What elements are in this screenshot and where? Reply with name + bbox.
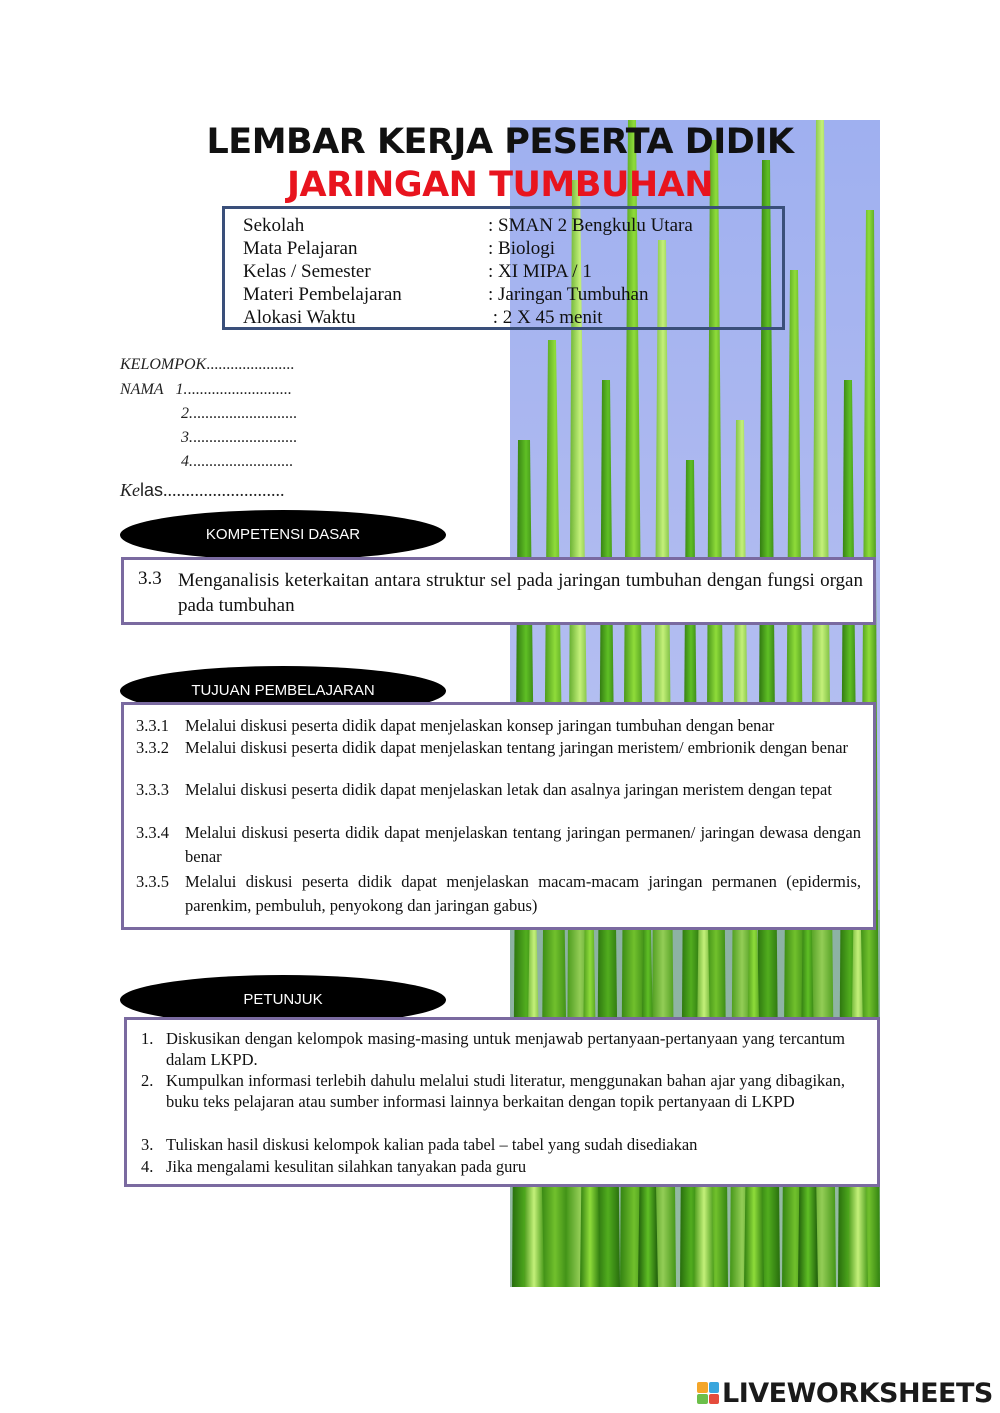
liveworksheets-logo-text: LIVEWORKSHEETS: [722, 1377, 993, 1409]
school-info-box: [222, 206, 785, 330]
petunjuk-text: Kumpulkan informasi terlebih dahulu melalui studi literatur, menggunakan bahan ajar yang dibagikan, buku teks pelajaran atau sumber informasi lainnya berkaitan dengan topik pertanyaan di LKPD: [166, 1071, 845, 1111]
member-dots: ..........................: [193, 405, 297, 422]
tujuan-heading: TUJUAN PEMBELAJARAN: [120, 666, 446, 716]
info-label: Alokasi Waktu: [243, 307, 356, 328]
tujuan-number: 3.3.3: [136, 780, 169, 799]
petunjuk-item: [141, 1028, 845, 1070]
kelompok-field[interactable]: [120, 356, 294, 374]
kelas-label-prefix: Ke: [120, 480, 140, 500]
info-value: : Biologi: [488, 238, 556, 259]
petunjuk-box: [124, 1017, 880, 1187]
petunjuk-text: Diskusikan dengan kelompok masing-masing untuk menjawab pertanyaan-pertanyaan yang tercantum dalam LKPD.: [166, 1029, 845, 1069]
logo-square: [709, 1382, 720, 1393]
tujuan-box: [121, 702, 876, 930]
kelompok-dots: ......................: [206, 356, 295, 373]
info-row-materi: [243, 283, 648, 306]
member-dots: ..........................: [187, 381, 292, 398]
info-row-alokasi: [243, 306, 603, 329]
info-row-mapel: [243, 237, 555, 260]
info-value: : SMAN 2 Bengkulu Utara: [488, 215, 693, 236]
kompetensi-heading: KOMPETENSI DASAR: [120, 510, 446, 560]
member-number: 3.: [181, 429, 193, 446]
tujuan-text: Melalui diskusi peserta didik dapat menjelaskan tentang jaringan meristem/ embrionik dengan benar: [185, 738, 849, 757]
petunjuk-item: [141, 1070, 845, 1112]
info-value: : 2 X 45 menit: [488, 307, 603, 328]
tujuan-number: 3.3.5: [136, 872, 169, 891]
tujuan-text: Melalui diskusi peserta didik dapat menjelaskan macam-macam jaringan permanen (epidermis, parenkim, pembuluh, penyokong dan jaringan gabus): [185, 872, 861, 915]
member-number: 2.: [181, 405, 193, 422]
worksheet-subtitle: JARINGAN TUMBUHAN: [286, 165, 714, 205]
tujuan-text: Melalui diskusi peserta didik dapat menjelaskan konsep jaringan tumbuhan dengan benar: [185, 716, 775, 735]
tujuan-text: Melalui diskusi peserta didik dapat menjelaskan letak dan asalnya jaringan meristem dengan tepat: [185, 780, 832, 799]
info-label: Mata Pelajaran: [243, 238, 358, 259]
liveworksheets-logo-icon: [697, 1382, 719, 1404]
info-value: : Jaringan Tumbuhan: [488, 284, 649, 305]
petunjuk-heading: PETUNJUK: [120, 975, 446, 1025]
member-number: 1.: [175, 381, 188, 398]
info-label: Sekolah: [243, 215, 305, 236]
kompetensi-text: Menganalisis keterkaitan antara struktur sel pada jaringan tumbuhan dengan fungsi organ pada tumbuhan: [178, 570, 863, 616]
petunjuk-item: [141, 1156, 845, 1177]
tujuan-number: 3.3.4: [136, 823, 169, 842]
tujuan-item: [136, 821, 861, 869]
petunjuk-number: 3.: [141, 1135, 154, 1154]
petunjuk-number: 4.: [141, 1157, 154, 1176]
kelas-label: las: [140, 480, 164, 500]
tujuan-number: 3.3.2: [136, 738, 169, 757]
kompetensi-number: 3.3: [138, 568, 162, 589]
member-number: 4.: [181, 453, 193, 470]
petunjuk-number: 1.: [141, 1029, 154, 1048]
tujuan-item: [136, 870, 861, 918]
nama-field-3[interactable]: [181, 429, 297, 447]
info-label: Materi Pembelajaran: [243, 284, 402, 305]
nama-label: NAMA: [120, 381, 164, 398]
petunjuk-text: Jika mengalami kesulitan silahkan tanyakan pada guru: [166, 1157, 527, 1176]
nama-field-1[interactable]: [120, 381, 292, 399]
kelompok-label: KELOMPOK: [120, 356, 207, 373]
info-label: Kelas / Semester: [243, 261, 371, 282]
nama-field-2[interactable]: [181, 405, 297, 423]
tujuan-item: [136, 715, 861, 736]
kompetensi-box: [121, 557, 876, 625]
tujuan-item: [136, 779, 861, 800]
member-dots: ..........................: [193, 429, 297, 446]
info-value: : XI MIPA / 1: [488, 261, 592, 282]
nama-field-4[interactable]: [181, 453, 293, 471]
logo-square: [697, 1382, 708, 1393]
info-row-sekolah: [243, 214, 693, 237]
member-dots: .........................: [193, 453, 293, 470]
worksheet-title: LEMBAR KERJA PESERTA DIDIK: [206, 122, 794, 162]
petunjuk-text: Tuliskan hasil diskusi kelompok kalian pada tabel – tabel yang sudah disediakan: [166, 1135, 698, 1154]
logo-square: [709, 1394, 720, 1405]
petunjuk-number: 2.: [141, 1071, 154, 1090]
petunjuk-item: [141, 1134, 845, 1155]
kelas-dots: ...........................: [163, 480, 285, 500]
logo-square: [697, 1394, 708, 1405]
kelas-field[interactable]: [120, 480, 285, 501]
info-row-kelas: [243, 260, 592, 283]
tujuan-number: 3.3.1: [136, 716, 169, 735]
tujuan-text: Melalui diskusi peserta didik dapat menjelaskan tentang jaringan permanen/ jaringan dewasa dengan benar: [185, 823, 861, 866]
tujuan-item: [136, 737, 861, 758]
liveworksheets-logo[interactable]: [697, 1378, 993, 1408]
